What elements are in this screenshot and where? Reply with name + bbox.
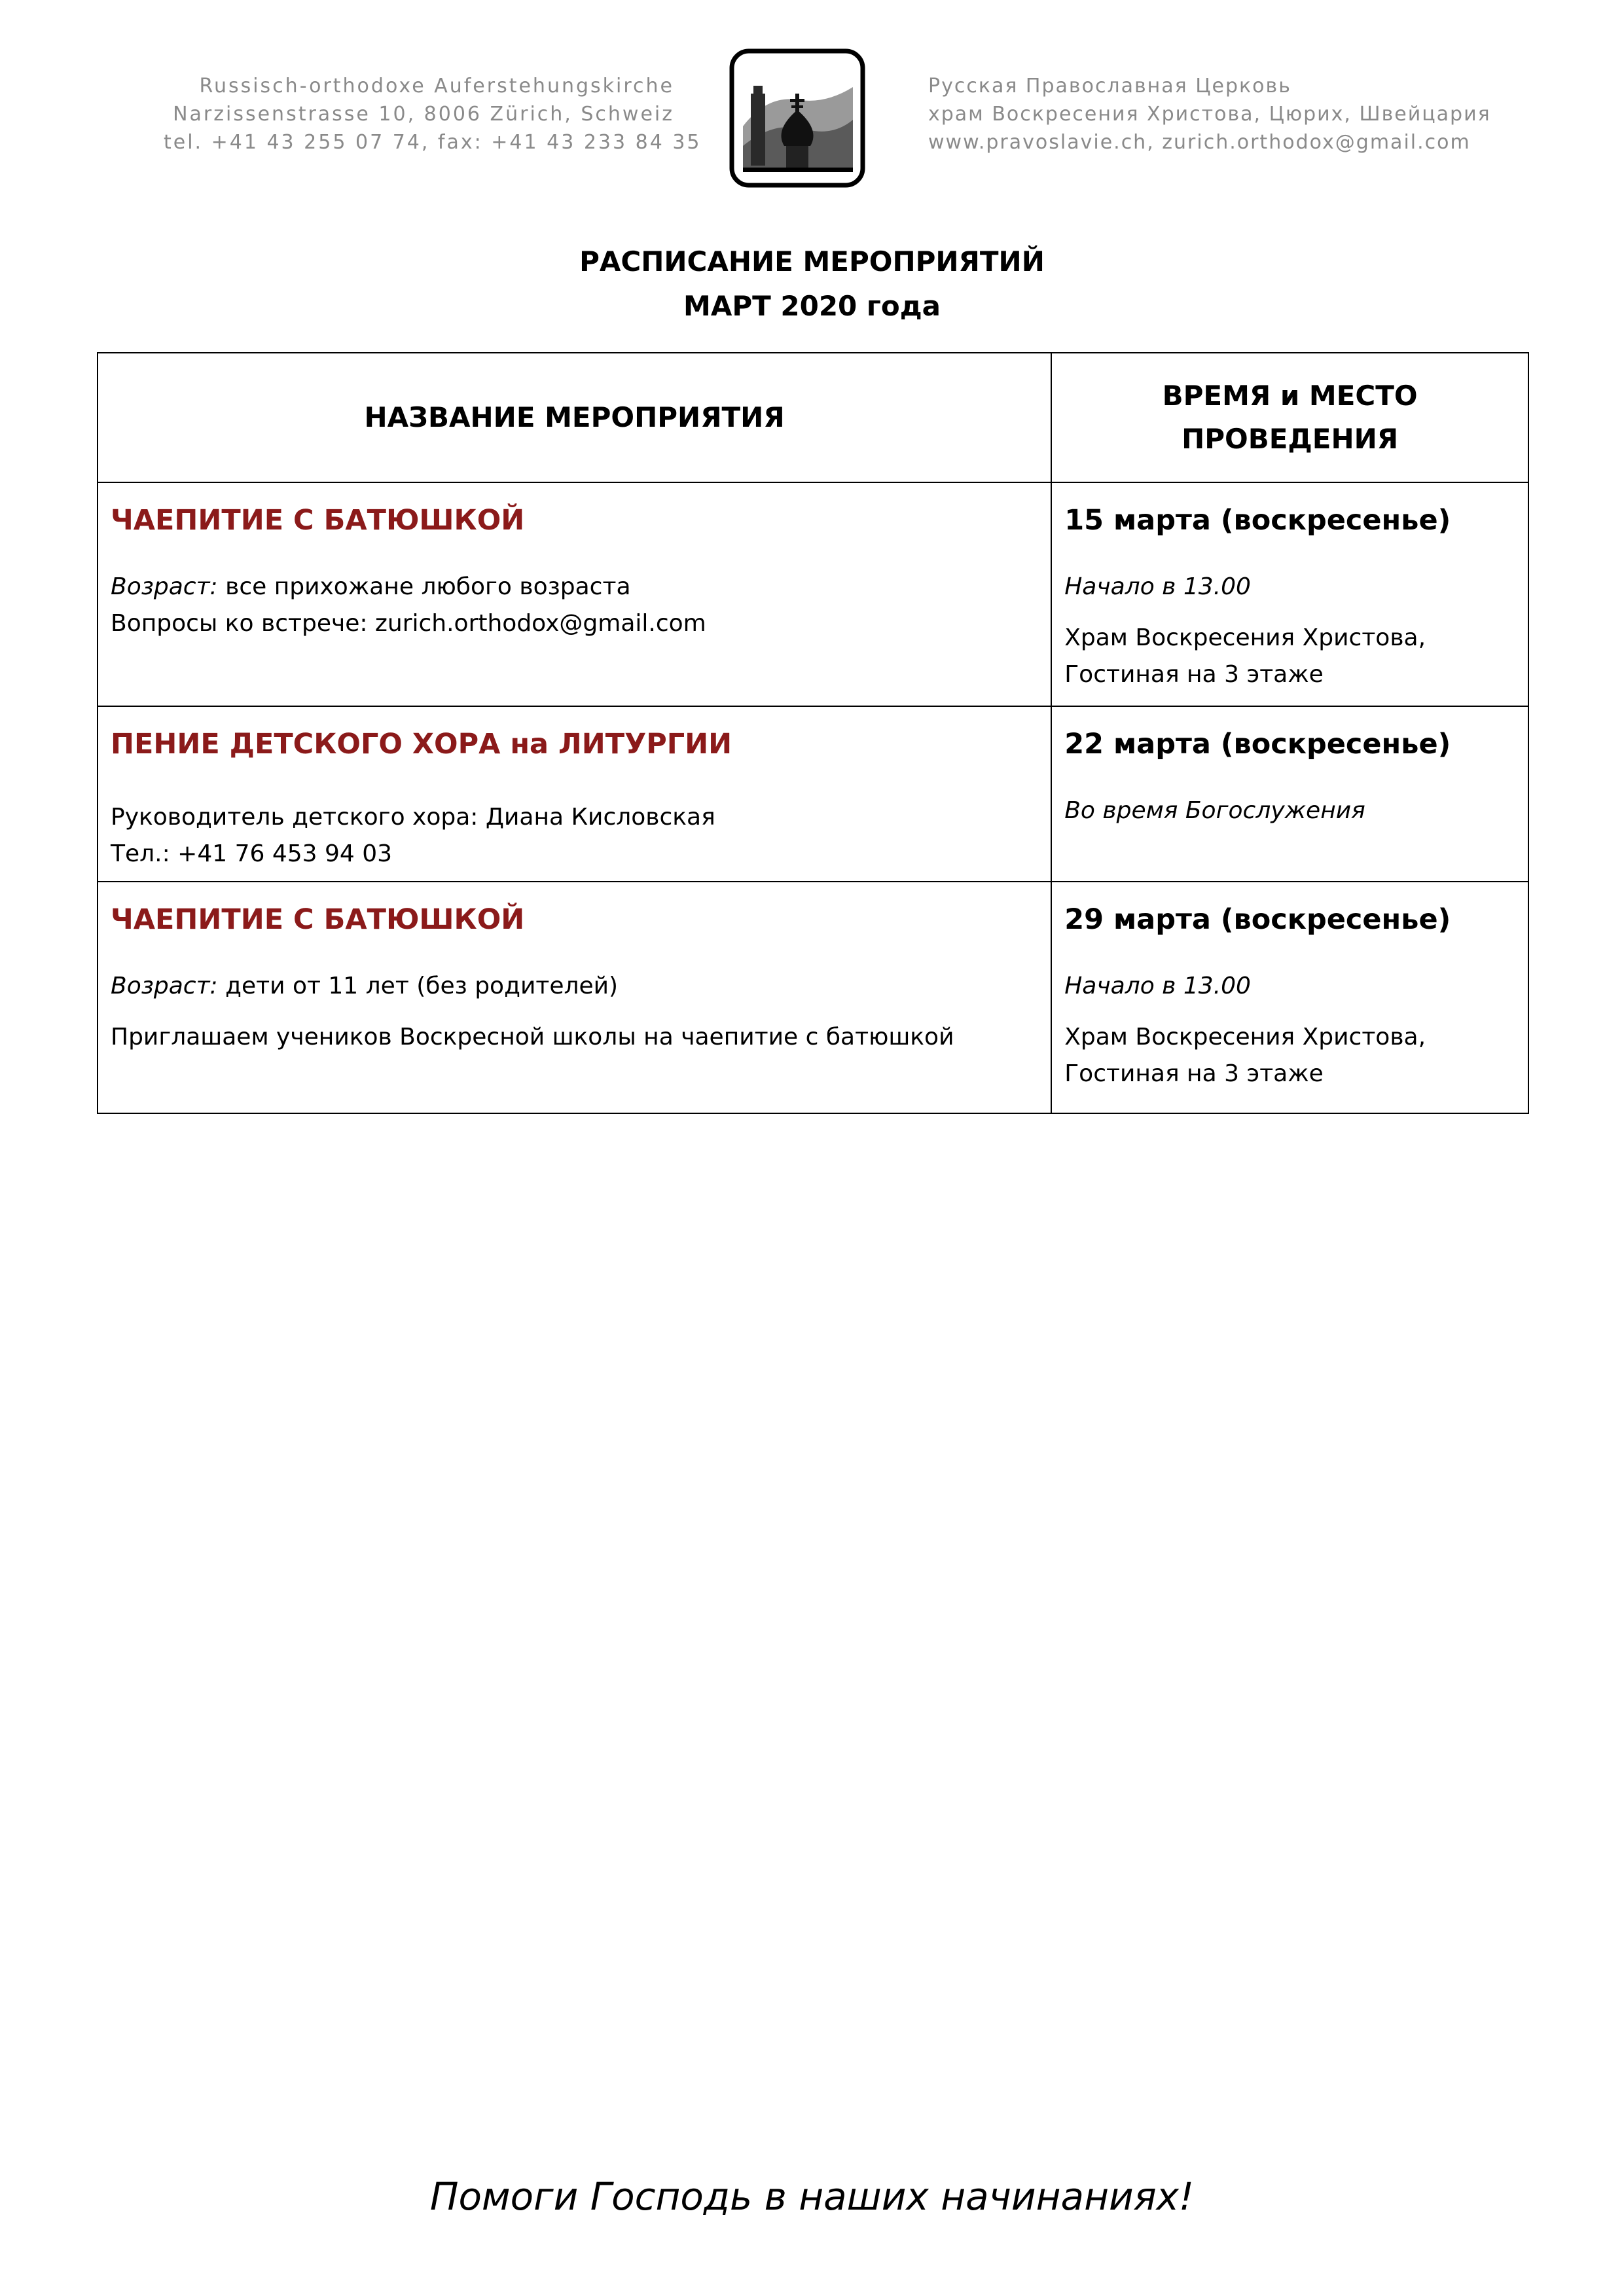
- choir-leader: Руководитель детского хора: Диана Кисловская: [111, 804, 715, 831]
- event-date: 22 марта (воскресенье): [1064, 728, 1451, 761]
- event-time: Во время Богослужения: [1064, 797, 1365, 824]
- footer-blessing: Помоги Господь в наших начинаниях!: [429, 2174, 1195, 2219]
- event-title: ЧАЕПИТИЕ С БАТЮШКОЙ: [111, 504, 525, 537]
- choir-phone: Тел.: +41 76 453 94 03: [111, 840, 393, 867]
- event-cell: [98, 482, 1051, 706]
- event-contact: Вопросы ко встрече: zurich.orthodox@gmail.com: [111, 610, 706, 637]
- header-left-line: Narzissenstrasse 10, 8006 Zürich, Schweiz: [173, 103, 674, 126]
- header-time-place-line: ПРОВЕДЕНИЯ: [1182, 423, 1399, 455]
- event-description: Приглашаем учеников Воскресной школы на чаепитие с батюшкой: [111, 1024, 954, 1050]
- header-time-place-line: ВРЕМЯ и МЕСТО: [1162, 380, 1418, 412]
- event-cell: [98, 706, 1051, 882]
- page-subtitle: МАРТ 2020 года: [683, 290, 941, 322]
- header-left-line: tel. +41 43 255 07 74, fax: +41 43 233 84 35: [164, 131, 702, 154]
- schedule-table: [97, 352, 1529, 1114]
- event-time: Начало в 13.00: [1064, 573, 1251, 600]
- event-date: 29 марта (воскресенье): [1064, 903, 1451, 936]
- table-row: [98, 482, 1528, 706]
- header-right-address: [928, 72, 1517, 156]
- time-place-cell: [1051, 706, 1528, 882]
- event-place-line: Храм Воскресения Христова,: [1064, 624, 1426, 651]
- time-place-cell: [1051, 882, 1528, 1113]
- table-row: [98, 882, 1528, 1113]
- table-row: [98, 706, 1528, 882]
- table-header-row: [98, 353, 1528, 482]
- age-label: Возраст:: [111, 573, 218, 600]
- time-place-cell: [1051, 482, 1528, 706]
- age-value: дети от 11 лет (без родителей): [217, 973, 619, 999]
- event-time: Начало в 13.00: [1064, 973, 1251, 999]
- event-title: ЧАЕПИТИЕ С БАТЮШКОЙ: [111, 903, 525, 936]
- event-place-line: Гостиная на 3 этаже: [1064, 661, 1324, 688]
- event-age: [111, 968, 1038, 1005]
- event-cell: [98, 882, 1051, 1113]
- event-place-line: Гостиная на 3 этаже: [1064, 1060, 1324, 1087]
- event-place-line: Храм Воскресения Христова,: [1064, 1024, 1426, 1050]
- church-logo-icon: [729, 48, 866, 188]
- header-time-place: [1051, 353, 1528, 482]
- event-age: [111, 569, 1038, 605]
- age-value: все прихожане любого возраста: [217, 573, 631, 600]
- age-label: Возраст:: [111, 973, 218, 999]
- header-right-line: www.pravoslavie.ch, zurich.orthodox@gmail.com: [928, 131, 1471, 154]
- event-title: ПЕНИЕ ДЕТСКОГО ХОРА на ЛИТУРГИИ: [111, 728, 732, 761]
- header-left-line: Russisch-orthodoxe Auferstehungskirche: [199, 75, 674, 98]
- page-title: РАСПИСАНИЕ МЕРОПРИЯТИЙ: [579, 245, 1045, 278]
- header-event-name: НАЗВАНИЕ МЕРОПРИЯТИЯ: [98, 353, 1051, 482]
- header-right-line: Русская Православная Церковь: [928, 75, 1291, 98]
- header-left-address: [164, 72, 702, 156]
- header-right-line: храм Воскресения Христова, Цюрих, Швейцария: [928, 103, 1491, 126]
- event-date: 15 марта (воскресенье): [1064, 504, 1451, 537]
